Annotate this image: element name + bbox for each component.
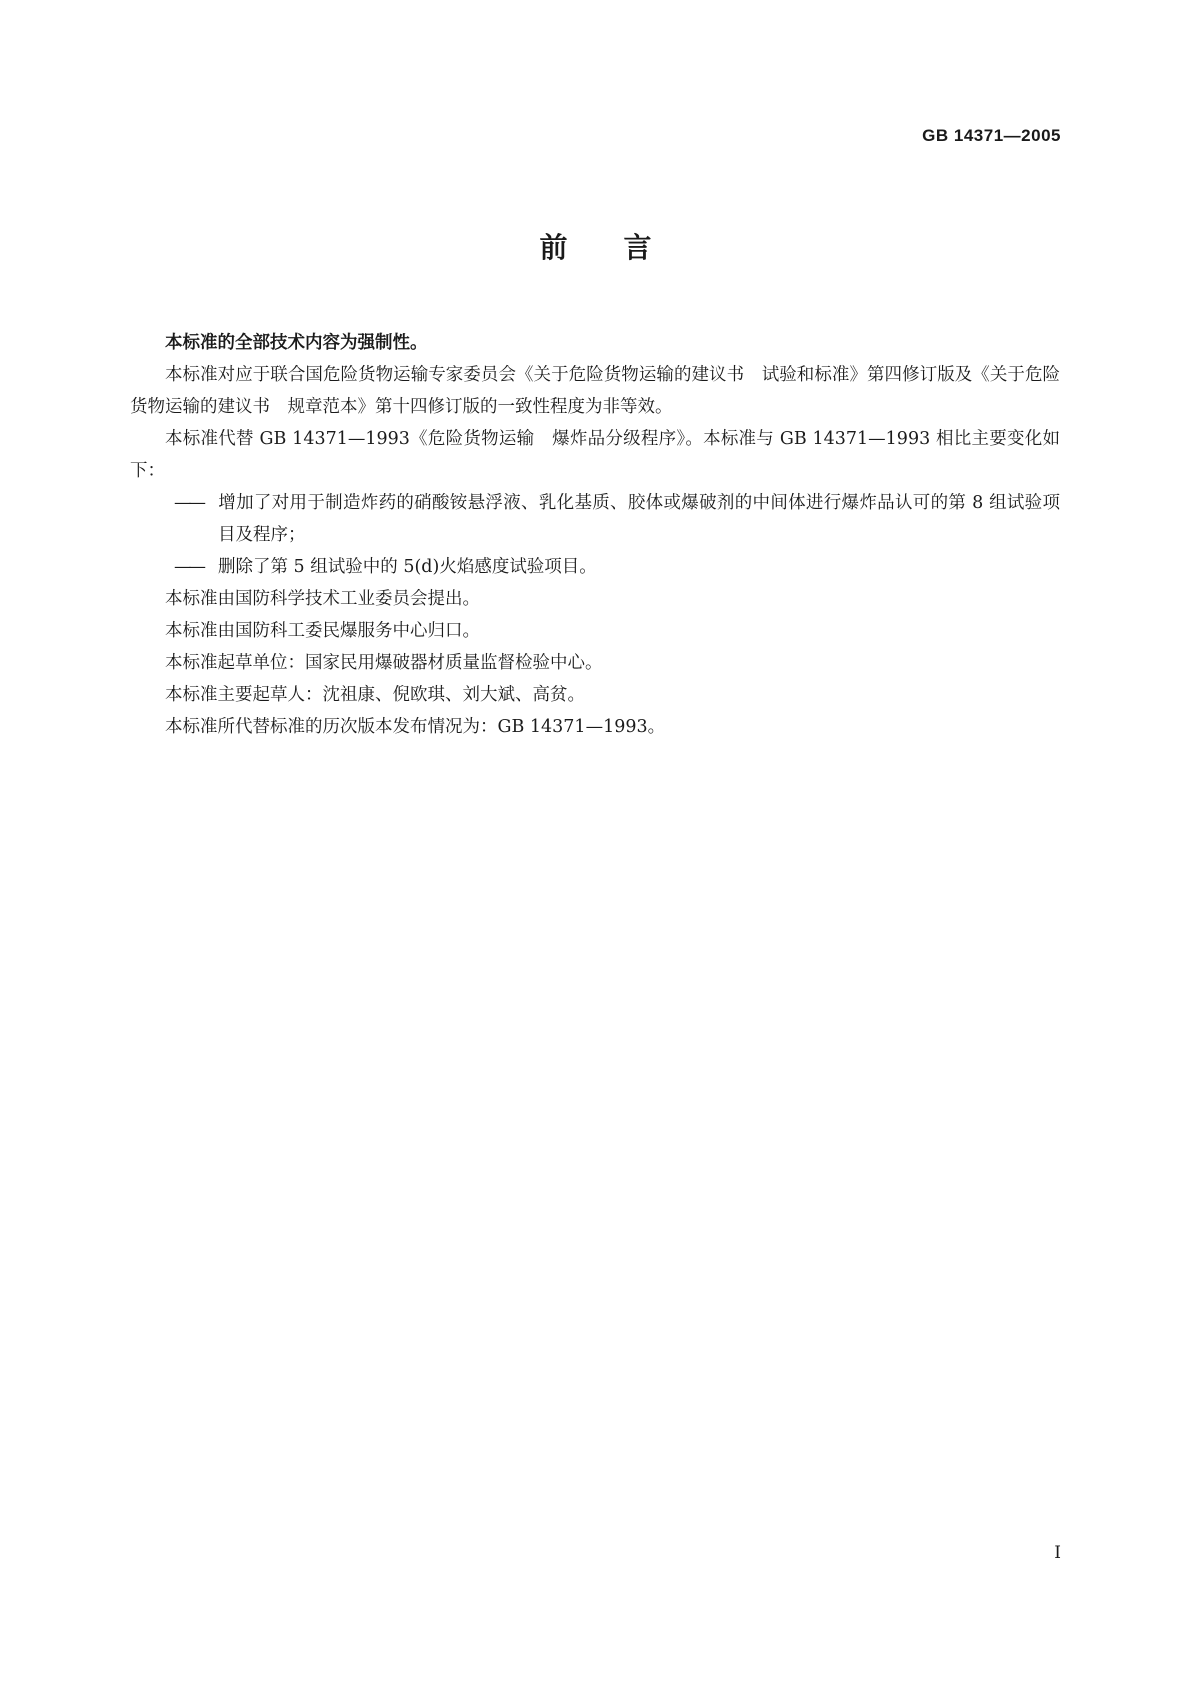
version-history-paragraph: 本标准所代替标准的历次版本发布情况为：GB 14371—1993。 — [165, 717, 666, 737]
document-body — [130, 327, 1060, 743]
drafting-unit-paragraph: 本标准起草单位：国家民用爆破器材质量监督检验中心。 — [165, 653, 603, 673]
change-item-text: 删除了第 5 组试验中的 5(d)火焰感度试验项目。 — [218, 557, 597, 577]
change-item-text: 增加了对用于制造炸药的硝酸铵悬浮液、乳化基质、胶体或爆破剂的中间体进行爆炸品认可的第 8 组试验项目及程序； — [218, 493, 1060, 545]
mandatory-statement: 本标准的全部技术内容为强制性。 — [165, 333, 428, 353]
correspondence-paragraph: 本标准对应于联合国危险货物运输专家委员会《关于危险货物运输的建议书 试验和标准》第四修订版及《关于危险货物运输的建议书 规章范本》第十四修订版的一致性程度为非等效。 — [130, 365, 1060, 417]
replacement-paragraph: 本标准代替 GB 14371—1993《危险货物运输 爆炸品分级程序》。本标准与 GB 14371—1993 相比主要变化如下： — [130, 429, 1060, 481]
drafters-paragraph: 本标准主要起草人：沈祖康、倪欧琪、刘大斌、高贫。 — [165, 685, 585, 705]
dash-marker: —— — [174, 493, 203, 513]
change-item — [130, 487, 1060, 551]
proposer-paragraph: 本标准由国防科学技术工业委员会提出。 — [165, 589, 480, 609]
administration-paragraph: 本标准由国防科工委民爆服务中心归口。 — [165, 621, 480, 641]
change-item — [130, 551, 1060, 583]
standard-number: GB 14371—2005 — [922, 126, 1061, 145]
page-number: I — [1054, 1543, 1061, 1563]
dash-marker: —— — [174, 557, 203, 577]
page-title: 前言 — [539, 231, 708, 264]
